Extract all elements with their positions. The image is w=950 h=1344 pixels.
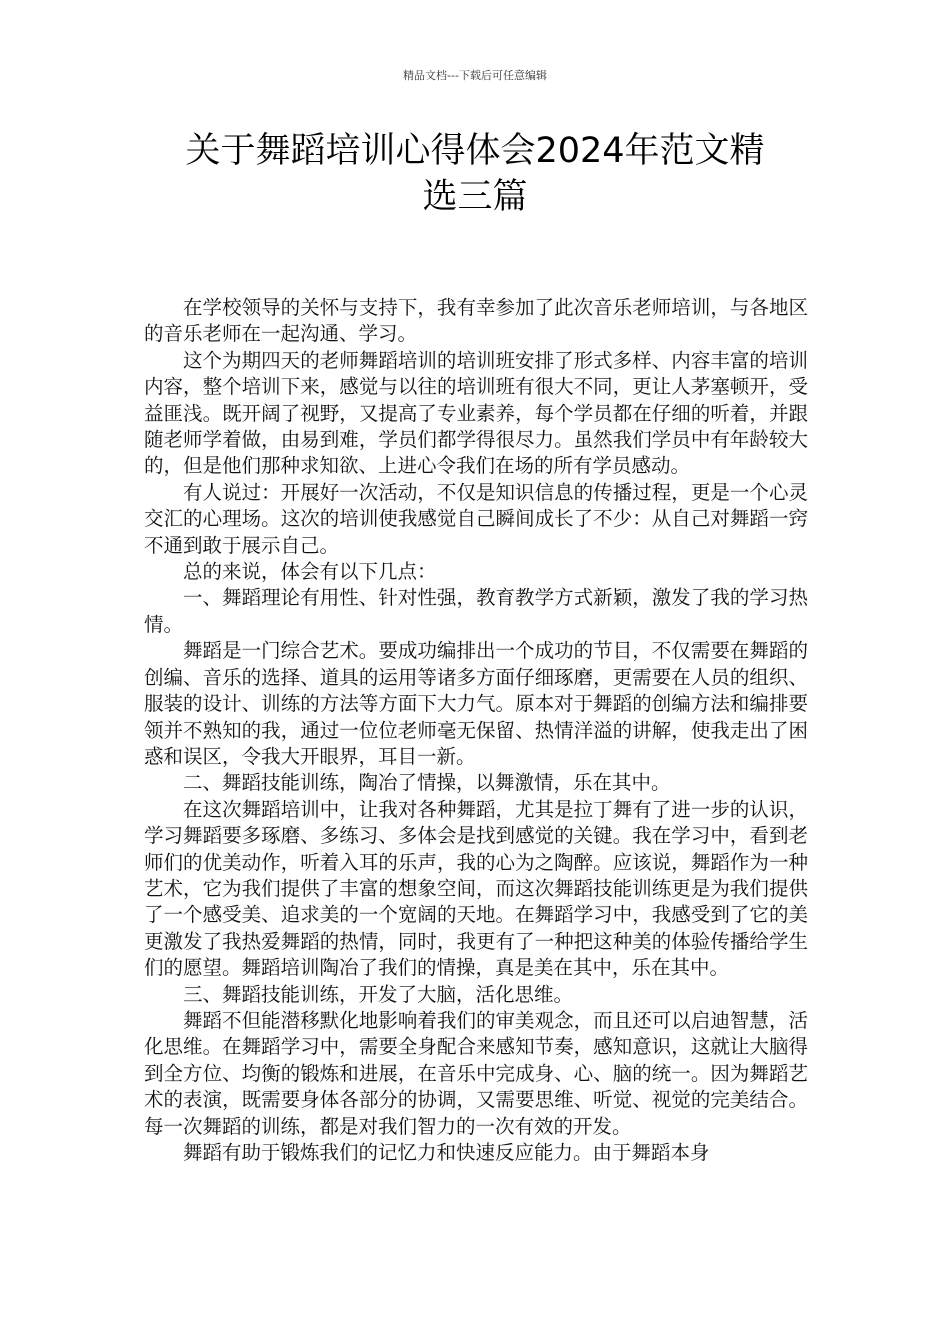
page-header: 精品文档---下载后可任意编辑 (403, 69, 547, 82)
paragraph: 在学校领导的关怀与支持下，我有幸参加了此次音乐老师培训，与各地区的音乐老师在一起沟通、学习。 (144, 296, 808, 346)
document-title (140, 128, 810, 220)
paragraph: 舞蹈是一门综合艺术。要成功编排出一个成功的节目，不仅需要在舞蹈的创编、音乐的选择、道具的运用等诸多方面仔细琢磨，更需要在人员的组织、服装的设计、训练的方法等方面下大力气。原本对于舞蹈的创编方法和编排要领并不熟知的我，通过一位位老师毫无保留、热情洋溢的讲解，使我走出了困惑和误区，令我大开眼界，耳目一新。 (144, 639, 808, 768)
section-heading: 二、舞蹈技能训练，陶冶了情操，以舞激情，乐在其中。 (183, 771, 671, 795)
section-heading: 三、舞蹈技能训练，开发了大脑，活化思维。 (183, 982, 574, 1006)
title-line-2: 选三篇 (422, 177, 528, 217)
paragraph: 舞蹈有助于锻炼我们的记忆力和快速反应能力。由于舞蹈本身 (183, 1141, 710, 1164)
paragraph: 这个为期四天的老师舞蹈培训的培训班安排了形式多样、内容丰富的培训内容，整个培训下来，感觉与以往的培训班有很大不同，更让人茅塞顿开，受益匪浅。既开阔了视野，又提高了专业素养，每个学员都在仔细的听着，并跟随老师学着做，由易到难，学员们都学得很尽力。虽然我们学员中有年龄较大的，但是他们那种求知欲、上进心令我们在场的所有学员感动。 (144, 348, 808, 478)
document-body (144, 295, 808, 1166)
section-heading: 一、舞蹈理论有用性、针对性强，教育教学方式新颖，激发了我的学习热情。 (144, 586, 808, 636)
paragraph: 总的来说，体会有以下几点： (183, 560, 437, 584)
paragraph: 在这次舞蹈培训中，让我对各种舞蹈，尤其是拉丁舞有了进一步的认识，学习舞蹈要多琢磨、多练习、多体会是找到感觉的关键。我在学习中，看到老师们的优美动作，听着入耳的乐声，我的心为之陶醉。应该说，舞蹈作为一种艺术，它为我们提供了丰富的想象空间，而这次舞蹈技能训练更是为我们提供了一个感受美、追求美的一个宽阔的天地。在舞蹈学习中，我感受到了它的美更激发了我热爱舞蹈的热情，同时，我更有了一种把这种美的体验传播给学生们的愿望。舞蹈培训陶冶了我们的情操，真是美在其中，乐在其中。 (144, 797, 808, 980)
title-line-1: 关于舞蹈培训心得体会2024年范文精 (185, 131, 765, 171)
paragraph: 有人说过：开展好一次活动，不仅是知识信息的传播过程，更是一个心灵交汇的心理场。这次的培训使我感觉自己瞬间成长了不少：从自己对舞蹈一窍不通到敢于展示自己。 (144, 480, 808, 557)
paragraph: 舞蹈不但能潜移默化地影响着我们的审美观念，而且还可以启迪智慧，活化思维。在舞蹈学习中，需要全身配合来感知节奏，感知意识，这就让大脑得到全方位、均衡的锻炼和进展，在音乐中完成身、心、脑的统一。因为舞蹈艺术的表演，既需要身体各部分的协调，又需要思维、听觉、视觉的完美结合。每一次舞蹈的训练，都是对我们智力的一次有效的开发。 (144, 1008, 808, 1138)
